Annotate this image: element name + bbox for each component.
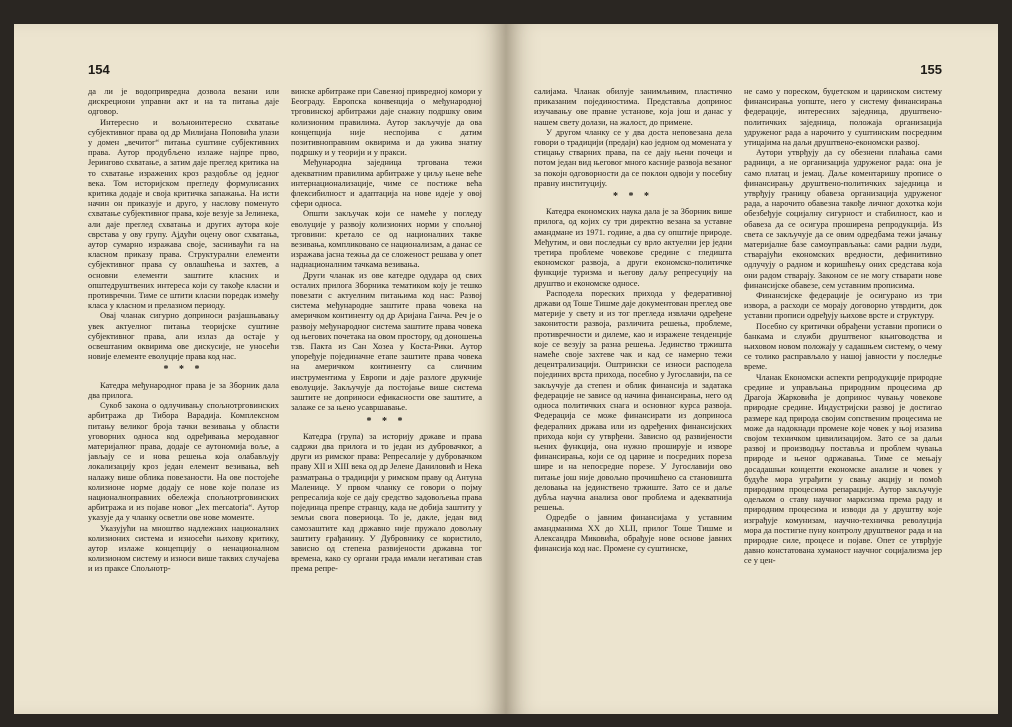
paragraph: Чланак Економски аспекти репродукције природне средине и управљања природним процесима др Драгоја Жарковића је допринос чувању човекове природне средине. Индустријски развој је достигао размере кад природа својим сопственим процесима не може да надокнади промене које човек у њој изазива својом техничком цивилизацијом. Зато се за даљи развој и производњу поставља и проблем чувања природе и њеног одржавања. Тиме се мењају досадашњи концепти економске анализе и човек у будуће мора уграђити у свању акцију и помоћ природним процесима репарације. Аутор закључује одељком о ставу научног марксизма према раду и природним процесима и изводи да у друштву које изграђује комунизам, научно-техничка револуција мора да постигне пуну контролу друштвеног рада и на природне силе, процесе и појаве. Опет се утврђује давно констатована хуманост научног социјализма јер се у цен- xyxy=(744,371,942,566)
right-page-columns xyxy=(534,86,942,706)
paragraph: Општи закључак који се намеће у погледу еволуције у развоју колизионих норми у спољној трговини: кретало се од националних такве везивања, компликовано се национализам, а данас се изражава јасна тежња да се сложеност решава у опет наднационалним тачкама везивања. xyxy=(291,208,482,270)
right-column-1 xyxy=(534,86,732,706)
paragraph: Посебно су критички обрађени уставни прописи о банкама и служби друштвеног књиговодства и њиховом новом положају у садашњем систему, о чему се толико расправљало у нашој јавности у последње време. xyxy=(744,320,942,372)
paragraph: Катедра (група) за историју државе и права садржи два прилога и то један из дубровачког, а други из римског права: Репресалије у дубровачком праву XII и XIII века од др Јелене Даниловић и Нека разматрања о традицији у римском праву од Антуна Маленице. У првом чланку се говори о појму репресалија које се дају средство задовољења права појединца препре странцу, када не добија заштиту у земљи свога повериоца. То је, дакле, један вид самозаштите кад државно није пружало довољну заштиту грађанину. У Дубровнику се користило, зависно од степена развијености државна тог времена, како су органи града имали негативан став према репре- xyxy=(291,430,482,574)
left-page-columns xyxy=(88,86,482,706)
paragraph: да ли је водопривредна дозвола везани или дискрециони управни акт и на та питања даје одговор. xyxy=(88,86,279,117)
paragraph: Други чланак из ове катедре одудара од свих осталих прилога Зборника тематиком коју је тешко повезати с актуелним питањима код нас: Развој система међународне заштите права човека на америчком континенту од др Аријана Ганча. Реч је о развоју међународног система заштите права човека од његових почетака на овом простору, од доношења тзв. Пакта из Сан Хозеа у Коста-Рики. Аутор упоређује појединачне етапе заштите права човека на америчком континенту са сличним инструментима у Европи и даје разлоге друкчије еволуције. Закључује да постојање више система заштите не доприноси ефикасности ове заштите, а залаже се за њено усавршавање. xyxy=(291,269,482,413)
paragraph: Сукоб закона о одлучивању спољнотрговинских арбитража др Тибора Варадија. Комплексном питању великог броја тачки везивања у области уговорних односа код одређивања меродавног материјалног права, додаје се аутономија воље, а јављају се и нова решења која олабављују локализацију кроз један елемент везивања, већ налажу више облика повезаности. На ове постојеће колизионе норме додају се нове које полазе из националноправних обележја спољнотрговинских арбитража и из појаве новог „lex mercatoria“. Аутор указује да у чланку осветли ове нове моменте. xyxy=(88,400,279,523)
paragraph: Интересно и вољноинтересно схватање субјективног права од др Милијана Поповића улази у домен „вечитог“ питања суштине субјективних права. Аутор продубљено излаже најпре прво, Јерингово схватање, а затим даје преглед критика на то схватање изражених кроз раздобље од једног века. Том историјском прегледу формулисаних критика додаје и своја критичка запажања. На исти начин он приказује и друго, у наслову поменуто схватање субјективног права, које везује за Јелинека, али даје преглед схватања и других аутора које сврстава у ову групу. Ајдући оцену овог схватања, аутор сумарно изражава своје, засниваући га на класном приказу права. Структурални елементи субјективног права су овлашћења и захтев, а основни елементи заштите класних и општедруштвених интереса који су такође класни и противречни. Тиме се штити класни поредак између класа у класном и прелазном периоду. xyxy=(88,116,279,311)
paragraph: Указујући на мноштво надлежних националних колизионих система и износећи њихову критику, аутор излаже концепцију о ненационалном колизионом систему и износи више таквих случајева и из праксе Спољнотр- xyxy=(88,522,279,574)
right-page xyxy=(506,24,998,714)
section-separator-stars: * * * xyxy=(163,364,204,376)
paragraph: Катедра економских наука дала је за Зборник више прилога, од којих су три директно везана за уставне амандмане из 1971. године, а два су општије природе. Међутим, и ови последњи су врло актуелни јер једни третира проблеме човекове средине с гледишта економског развоја, а други економско-политичке функције туризма и његову даљу репресуцију на друштво и економске односе. xyxy=(534,206,732,288)
paragraph: У другом чланку се у два доста неповезана дела говори о традицији (предаји) као једном од момената у стицању стварних права, па се дају њени почеци и потом један вид његовог много касније развоја везаног за покојн одговорности да се поклон одвоји у посебну правну институцију. xyxy=(534,126,732,188)
section-separator-stars: * * * xyxy=(366,415,407,427)
page-number-left: 154 xyxy=(88,62,110,77)
section-separator-stars: * * * xyxy=(613,191,653,203)
paragraph: Међународна заједница тргована тежи адекватним правилима арбитраже у циљу њене веће интернационализације, чиме се постиже већа флексибилност и адаптација на нове идеје у овој сфери односа. xyxy=(291,157,482,209)
page-number-right: 155 xyxy=(920,62,942,77)
left-column-2 xyxy=(291,86,482,706)
paragraph: Расподела пореских прихода у федеративној држави од Тоше Тишме даје документован преглед ове материје у свету и из тог прегледа извлачи одређене законитости развоја, различита решења, проблеме, противречности и дилеме, као и изражене тенденције које се везују за разна решења. Јединство тржишта намеће своје захтеве чак и кад се намерно тежи децентрализацији. Оштрински се износи расподела појединих врста прихода, посебно у Југославији, па се закључује да степен и облик финансија и задатака федерације не зависе од начина финансирања, него од односа политичких снага и основног курса развоја. Федерација се може финансирати из доприноса федералних држава или из одређених финансијских прихода који су утврђени. Зависно од развијености њених функција, она нужно проширује и изворе финансирања, који се од царине и посредних пореза шире и на непосредне порезе. У Југославији ово питање још није довољно прочишћено са становишта деловања на јединствено тржиште. Зато се и даље дубља научна анализа овог проблема и адекватнија решења. xyxy=(534,287,732,513)
left-column-1 xyxy=(88,86,279,706)
paragraph: винске арбитраже при Савезној привредној комори у Београду. Европска конвенција о међународној трговинској арбитражи даје снажну подршку овим колизионим правилима. Аутор закључује да ова концепција није неспојива с датим позитивноправним оквирима и да ужива знатну подршку и у теорији и у пракси. xyxy=(291,86,482,158)
paragraph: не само у пореском, буџетском и царинском систему финансирања уопште, него у систему финансирања федерације, интересних заједница, друштвено-политичких заједница, положаја организација удруженог рада а нарочито у суштинским посредним утицајима на даљи друштвено-економски развој. xyxy=(744,86,942,148)
paragraph: Одредбе о јавним финансијама у уставним амандманима XX до XLII, прилог Тоше Тишме и Александра Миковића, обрађује нове основе јавних финансија код нас. Промене су суштинске, xyxy=(534,512,732,553)
paragraph: салијама. Чланак обилује занимљивим, пластично приказаним појединостима. Представља допринос изучавању ове правне установе, која још и данас у нашем свету долази, на жалост, до примене. xyxy=(534,86,732,127)
right-column-2 xyxy=(744,86,942,706)
book-spread xyxy=(14,24,998,714)
left-page xyxy=(14,24,506,714)
paragraph: Катедра међународног права је за Зборник дала два прилога. xyxy=(88,379,279,400)
paragraph: Аутори утврђују да су обезнени плаћања сами радници, а не организација удруженог рада: она је само платац и јемац. Даље коментаришу прописе о финансирању друштвено-политичких заједница и утврђују границу обавеза организација удруженог рада, а нарочито обавезна такође личног дохотка који обезбеђује социјалну сигурност и стабилност, као и обавеза да се осигура проширена репродукција. Из света се закључује да се овим одредбама тежи јачању материјалне базе самоуправљања: сами радни људи, стварајући економских вредности, дефинитивно одлучују о радном и коришћењу оних средстава која они радом стварају. Законом се не могу стварати нове финансијске обавезе, сем уставним прописима. xyxy=(744,147,942,290)
paragraph: Овај чланак сигурно доприноси разјашњавању увек актуелног питања теоријске суштине субјективног права, али излаз да остаје у освештаним оквирима ове дискусије, не уносећи новије елементе еволуције права код нас. xyxy=(88,310,279,362)
paragraph: Финансијске федерације је осигурано из три извора, а расходи се морају договорно утврдити, док уставни прописи одређују њихове врсте и структуру. xyxy=(744,290,942,321)
